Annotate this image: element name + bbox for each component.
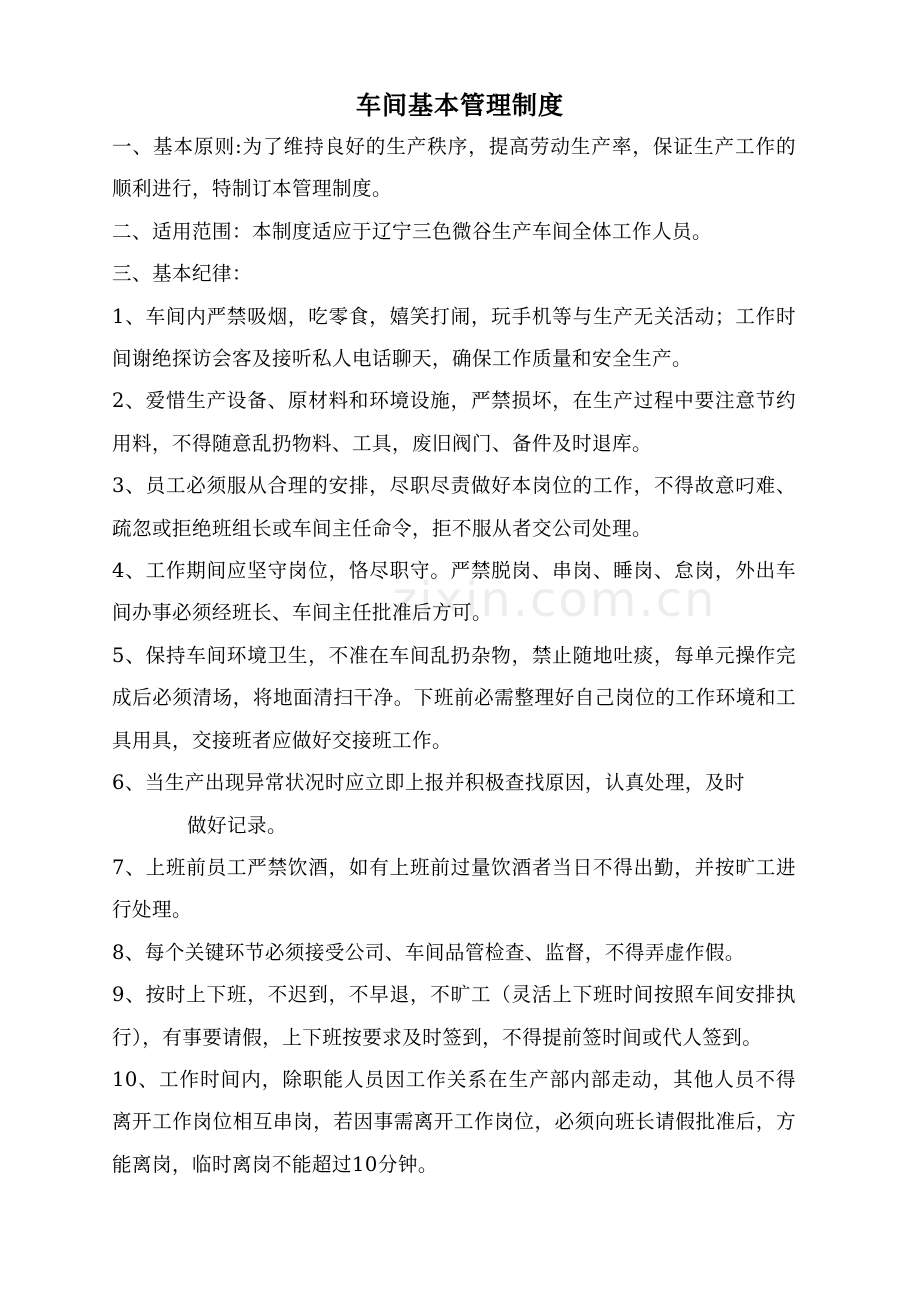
document-body (112, 126, 796, 1186)
rule-8: 8、每个关键环节必须接受公司、车间品管检查、监督，不得弄虚作假。 (112, 940, 745, 964)
page-title: 车间基本管理制度 (355, 91, 564, 120)
section-principle: 一、基本原则:为了维持良好的生产秩序，提高劳动生产率，保证生产工作的顺利进行，特制订本管理制度。 (112, 135, 796, 201)
rule-4: 4、工作期间应坚守岗位，恪尽职守。严禁脱岗、串岗、睡岗、怠岗，外出车间办事必须经班长、车间主任批准后方可。 (112, 559, 796, 625)
rule-10: 10、工作时间内，除职能人员因工作关系在生产部内部走动，其他人员不得离开工作岗位相互串岗，若因事需离开工作岗位，必须向班长请假批准后，方能离岗，临时离岗不能超过10分钟。 (112, 1067, 796, 1176)
rule-3: 3、员工必须服从合理的安排，尽职尽责做好本岗位的工作，不得故意叼难、疏忽或拒绝班组长或车间主任命令，拒不服从者交公司处理。 (112, 474, 796, 540)
rule-5: 5、保持车间环境卫生，不准在车间乱扔杂物，禁止随地吐痰，每单元操作完成后必须清场，将地面清扫干净。下班前必需整理好自己岗位的工作环境和工具用具，交接班者应做好交接班工作。 (112, 643, 796, 752)
rule-1: 1、车间内严禁吸烟，吃零食，嬉笑打闹，玩手机等与生产无关活动；工作时间谢绝探访会客及接听私人电话聊天，确保工作质量和安全生产。 (112, 304, 796, 371)
section-scope: 二、适用范围：本制度适应于辽宁三色微谷生产车间全体工作人员。 (112, 219, 713, 243)
rule-9: 9、按时上下班，不迟到，不早退，不旷工（灵活上下班时间按照车间安排执行），有事要请假，上下班按要求及时签到，不得提前签时间或代人签到。 (112, 983, 796, 1049)
section-discipline-heading: 三、基本纪律： (112, 262, 253, 286)
rule-6: 6、当生产出现异常状况时应立即上报并积极查找原因，认真处理，及时 (112, 771, 745, 795)
rule-6-continuation: 做好记录。 (187, 813, 288, 837)
rule-7: 7、上班前员工严禁饮酒，如有上班前过量饮酒者当日不得出勤，并按旷工进行处理。 (112, 855, 796, 922)
rule-2: 2、爱惜生产设备、原材料和环境设施，严禁损坏，在生产过程中要注意节约用料，不得随意乱扔物料、工具，废旧阀门、备件及时退库。 (112, 389, 796, 455)
watermark: zixin.com.cn (392, 572, 717, 628)
